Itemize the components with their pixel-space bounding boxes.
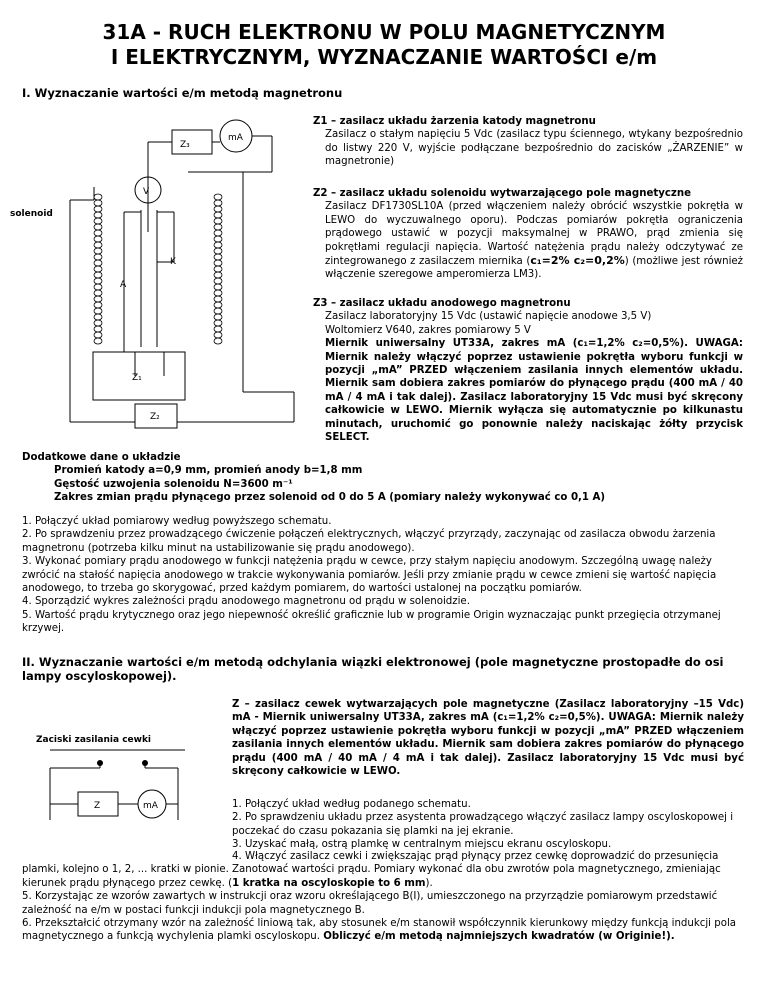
solenoid-coil [94,194,222,344]
ma-label-2: mA [143,801,158,811]
z-supply-note: Z – zasilacz cewek wytwarzających pole magnetyczne (Zasilacz laboratoryjny –15 Vdc) mA - Miernik uniwersalny UT33A, zakres mA (c₁=1,2% c₂=0,5%). UWAGA: Miernik należy włączyć poprzez ustawienie pokrętła wyboru funkcji w pozycji „mA” PRZED włączeniem zasilania innych elementów układu. Miernik sam dobiera zakres pomiarów do płynącego prądu (400 mA / 40 mA / 4 mA i tak dalej). Zasilacz laboratoryjny 15 Vdc musi być skręcony całkowicie w LEWO. [232,699,744,778]
step-5: 5. Wartość prądu krytycznego oraz jego niepewność określić graficznie lub w programie Origin wyznaczając punkt przegięcia otrzymanej krzywej. [22,609,721,635]
k-label: K [170,257,176,267]
section1-heading: I. Wyznaczanie wartości e/m metodą magnetronu [22,86,343,100]
step-1: 1. Połączyć układ pomiarowy według powyższego schematu. [22,516,332,527]
v-label: V [143,187,150,197]
extra-radius: Promień katody a=0,9 mm, promień anody b=1,8 mm [54,465,363,477]
z1-title: Z1 – zasilacz układu żarzenia katody magnetronu [313,116,596,127]
extra-heading: Dodatkowe dane o układzie [22,452,181,463]
s2-step-1: 1. Połączyć układ według podanego schematu. [232,799,471,810]
z2-title: Z2 – zasilacz układu solenoidu wytwarzającego pole magnetyczne [313,188,691,199]
z1-label: Z₁ [132,373,142,383]
z1-text: Zasilacz o stałym napięciu 5 Vdc (zasilacz typu ściennego, wtykany bezpośrednio do listwy 220 V, wyjście podłączane bezpośrednio do zacisków „ŻARZENIE” w magnetronie) [325,129,743,168]
extra-density: Gęstość uzwojenia solenoidu N=3600 m⁻¹ [54,478,293,490]
coil-circuit-diagram [30,720,200,830]
z2-text: Zasilacz DF1730SL10A (przed włączeniem należy obrócić wszystkie pokrętła w LEWO do wyczuwalnego oporu). Podczas pomiarów pokrętła ograniczenia prądowego ustawić w pozycji maksymalnej w PRAWO, prąd zmienia się pokrętłami regulacji napięcia. Wartość natężenia prądu należy odczytywać ze zintegrowanego z zasilaczem miernika (c₁=2% c₂=0,2%) (możliwe jest również włączenie szeregowe amperomierza LM3). [325,201,744,281]
z-label: Z [94,801,101,811]
z2-label: Z₂ [150,412,160,422]
ma-label: mA [228,133,243,143]
z3-line1: Zasilacz laboratoryjny 15 Vdc (ustawić napięcie anodowe 3,5 V) [325,311,652,323]
section2-heading: II. Wyznaczanie wartości e/m metodą odchylania wiązki elektronowej (pole magnetyczne prostopadłe do osi lampy oscyloskopowej). [22,655,724,683]
step-3: 3. Wykonać pomiary prądu anodowego w funkcji natężenia prądu w cewce, przy stałym napięciu anodowym. Szczególną uwagę należy zwrócić na stałość napięcia anodowego w trakcie wykonywania pomiarów. Jeśli przy zmianie prądu w cewce zmieni się wartość napięcia anodowego, to trzeba go skorygować, przed każdym pomiarem, do wartości ustalonej na początku pomiarów. [22,556,717,595]
magnetron-circuit-diagram [10,112,310,432]
s2-step-3: 3. Uzyskać małą, ostrą plamkę w centralnym miejscu ekranu oscyloskopu. [232,839,612,851]
s2-step-6: 6. Przekształcić otrzymany wzór na zależność liniową tak, aby stosunek e/m stanowił współczynnik kierunkowy między funkcją indukcji pola magnetycznego a funkcją wychylenia plamki oscyloskopu. Obliczyć e/m metodą najmniejszych kwadratów (w Originie!). [22,918,737,943]
page-title-line2: I ELEKTRYCZNYM, WYZNACZANIE WARTOŚCI e/m [110,45,658,69]
extra-range: Zakres zmian prądu płynącego przez solenoid od 0 do 5 A (pomiary należy wykonywać co 0,1 A) [54,492,606,504]
s2-step-5: 5. Korzystając ze wzorów zawartych w instrukcji oraz wzoru określającego B(I), umieszczonego na przyrządzie pomiarowym przedstawić zależność na e/m w postaci funkcji indukcji pola magnetycznego B. [22,891,718,916]
z3-meter-note: Miernik uniwersalny UT33A, zakres mA (c₁=1,2% c₂=0,5%). UWAGA: Miernik należy włączyć poprzez ustawienie pokrętła wyboru funkcji w pozycji „mA” PRZED włączeniem zasilania innych elementów układu. Miernik sam dobiera zakres pomiarów do płynącego prądu (400 mA / 40 mA / 4 mA i tak dalej). Zasilacz laboratoryjny 15 Vdc musi być skręcony całkowicie w LEWO. Miernik wyłącza się automatycznie po kilkunastu minutach, uruchomić go ponownie należy naciskając żółty przycisk SELECT. [325,338,743,444]
z3-label: Z₃ [180,140,190,150]
page-title-line1: 31A - RUCH ELEKTRONU W POLU MAGNETYCZNYM [102,20,666,44]
a-label: A [120,280,127,290]
coil-terminals-label: Zaciski zasilania cewki [36,735,152,745]
solenoid-label: solenoid [10,209,53,219]
z3-title: Z3 – zasilacz układu anodowego magnetronu [313,298,571,309]
step-4: 4. Sporządzić wykres zależności prądu anodowego magnetronu od prądu w solenoidzie. [22,596,470,608]
z3-box [172,130,212,154]
s2-step-2: 2. Po sprawdzeniu układu przez asystenta prowadzącego włączyć zasilacz lampy oscyloskopowej i poczekać do czasu pokazania się plamki na jej ekranie. [232,812,734,837]
s2-step-4: 4. Włączyć zasilacz cewki i zwiększając prąd płynący przez cewkę doprowadzić do przesunięcia plamki, kolejno o 1, 2, ... kratki w pionie. Zanotować wartości prądu. Pomiary wykonać dla obu zwrotów pola magnetycznego, zmieniając kierunek prądu płynącego przez cewkę. (1 kratka na oscyloskopie to 6 mm). [22,851,721,889]
step-2: 2. Po sprawdzeniu przez prowadzącego ćwiczenie połączeń elektrycznych, włączyć przyrządy, zaczynając od zasilacza obwodu żarzenia magnetronu (potrzeba kilku minut na ustabilizowanie się prądu anodowego). [22,529,716,554]
z3-line2: Woltomierz V640, zakres pomiarowy 5 V [325,324,531,336]
